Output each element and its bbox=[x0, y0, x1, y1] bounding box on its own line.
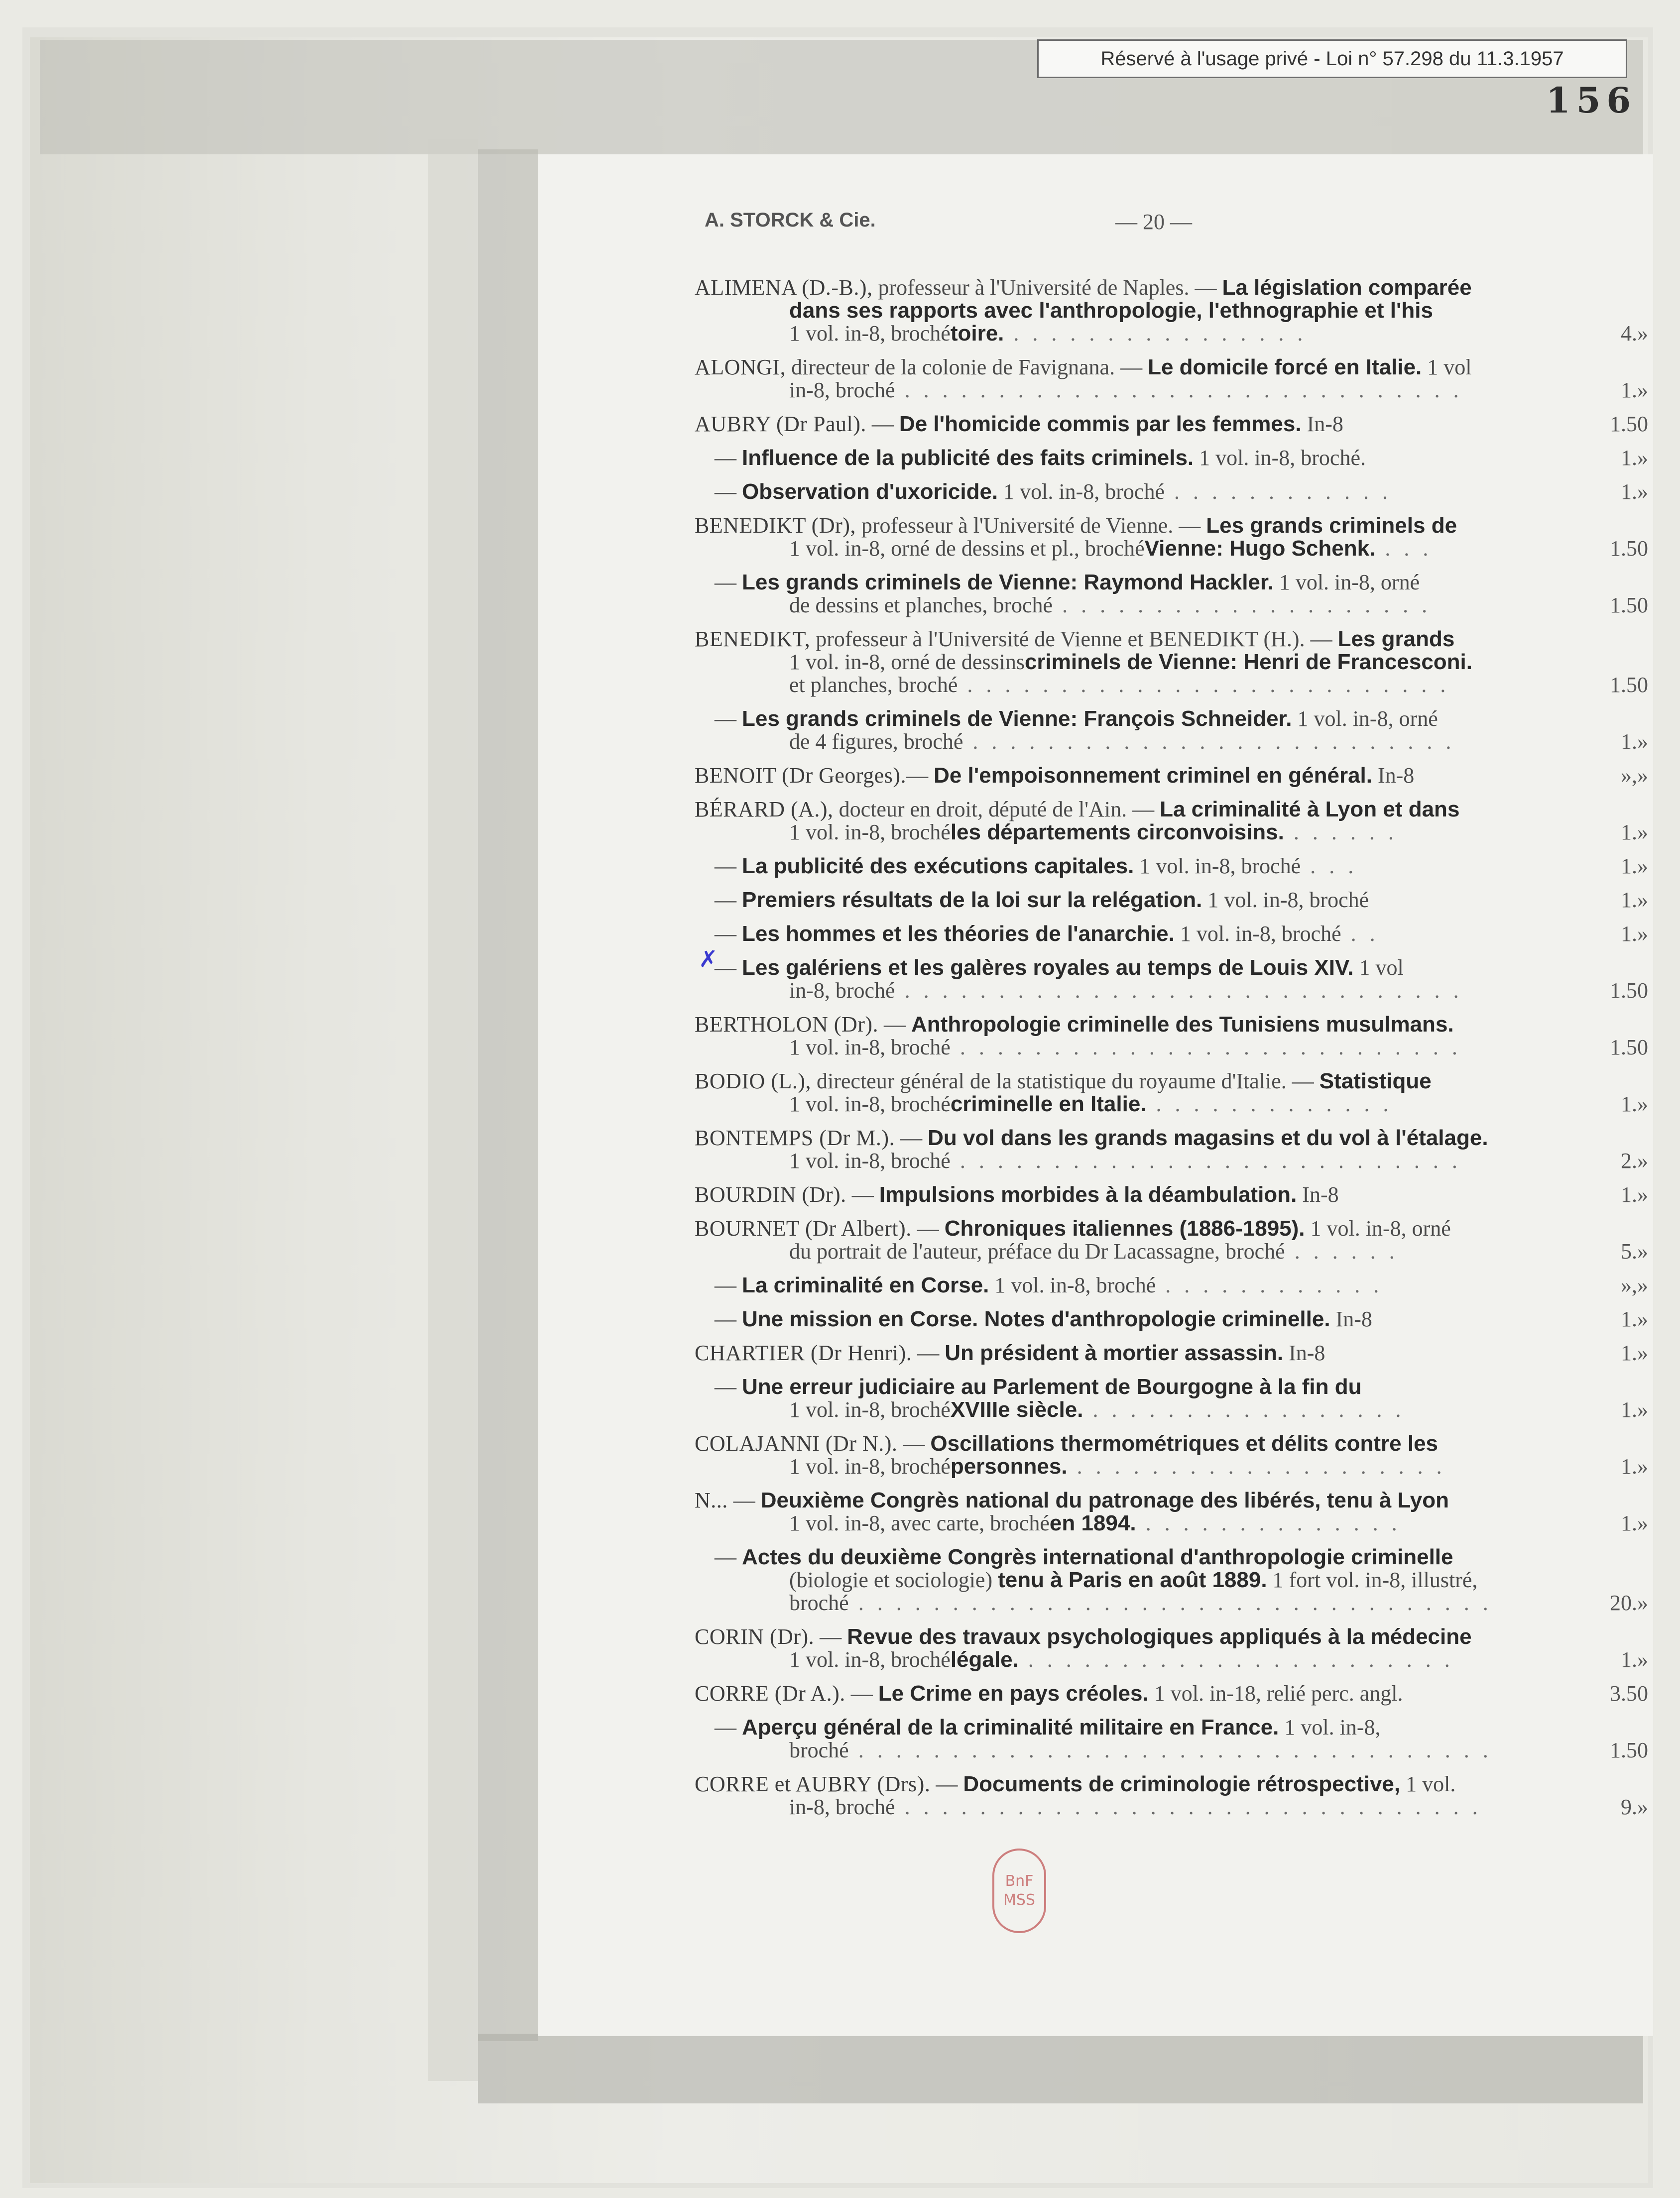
entry-text: — bbox=[814, 1624, 847, 1649]
catalogue-entry bbox=[695, 628, 1651, 696]
entry-text: — bbox=[715, 922, 742, 946]
entry-text: — bbox=[715, 446, 742, 470]
dot-leader: . . . bbox=[1375, 536, 1433, 561]
entry-title: Actes du deuxième Congrès international d'anthropologie criminelle bbox=[742, 1545, 1453, 1569]
catalogue-entry bbox=[695, 764, 1651, 787]
catalogue-entry bbox=[695, 1546, 1651, 1615]
entry-text: — bbox=[866, 412, 899, 436]
entry-line bbox=[695, 1432, 1651, 1455]
entry-title: Un président à mortier assassin. bbox=[945, 1341, 1284, 1365]
entry-text: 1 vol bbox=[1422, 355, 1472, 379]
entry-text: 1 vol. in-8, orné de dessins bbox=[789, 650, 1025, 674]
entry-title: Influence de la publicité des faits criminels. bbox=[742, 446, 1194, 470]
entry-price: 5.» bbox=[1621, 1239, 1648, 1264]
entry-text: 1 vol. in-8, broché bbox=[1174, 922, 1341, 946]
catalogue-entry bbox=[695, 571, 1651, 617]
catalogue-entry bbox=[695, 1183, 1651, 1206]
margin-check-mark: ✗ bbox=[699, 945, 718, 972]
entry-price: 1.50 bbox=[1610, 978, 1648, 1003]
entry-price: 4.» bbox=[1621, 321, 1648, 346]
entry-line bbox=[695, 1625, 1651, 1648]
entry-author: CHARTIER (Dr Henri). bbox=[695, 1341, 912, 1365]
entry-text: — bbox=[912, 1341, 945, 1365]
catalogue-entry bbox=[695, 1489, 1651, 1535]
entry-text: In-8 bbox=[1297, 1182, 1339, 1207]
entry-text: in-8, broché bbox=[789, 978, 895, 1003]
entry-text: — bbox=[897, 1431, 931, 1456]
entry-price: »,» bbox=[1621, 1273, 1648, 1297]
entry-text: 1 fort vol. in-8, illustré, bbox=[1267, 1568, 1478, 1592]
catalogue-entry bbox=[695, 1342, 1651, 1365]
entry-title: tenu à Paris en août 1889. bbox=[998, 1568, 1267, 1592]
entry-title: Les grands criminels de Vienne: François Schneider. bbox=[742, 706, 1292, 731]
entry-text: In-8 bbox=[1372, 763, 1415, 788]
dot-leader: . . . . . . . . . . . . . . . . . . . . . . . . . . bbox=[958, 673, 1450, 697]
entry-line bbox=[695, 1569, 1651, 1592]
entry-text: 1 vol. in-8, broché bbox=[998, 479, 1165, 504]
entry-title: Une erreur judiciaire au Parlement de Bourgogne à la fin du bbox=[742, 1375, 1362, 1399]
entry-text: 1 vol. in-8, bbox=[1279, 1715, 1381, 1739]
entry-text: 1 vol. in-8, broché bbox=[789, 1035, 951, 1059]
entry-line bbox=[695, 855, 1651, 878]
entry-text: (biologie et sociologie) bbox=[789, 1568, 998, 1592]
entry-author: BENOIT (Dr Georges). bbox=[695, 763, 907, 788]
folio-number: 156 bbox=[1546, 80, 1637, 121]
catalogue-entry bbox=[695, 1773, 1651, 1819]
bnf-stamp-line2: MSS bbox=[1003, 1891, 1035, 1909]
entry-price: 1.50 bbox=[1610, 1738, 1648, 1762]
entry-line bbox=[695, 1127, 1651, 1150]
entry-price: 1.» bbox=[1621, 729, 1648, 754]
entry-price: 1.» bbox=[1621, 378, 1648, 402]
entry-price: 1.50 bbox=[1610, 673, 1648, 697]
entry-title: XVIIIe siècle. bbox=[950, 1397, 1083, 1422]
reserved-use-stamp bbox=[1037, 39, 1627, 78]
entry-text: broché bbox=[789, 1738, 849, 1762]
bnf-stamp-line1: BnF bbox=[1005, 1872, 1034, 1890]
entry-line bbox=[695, 356, 1651, 379]
entry-title: De l'empoisonnement criminel en général. bbox=[934, 763, 1372, 788]
entry-text: 1 vol. bbox=[1400, 1772, 1456, 1796]
entry-author: BOURDIN (Dr). bbox=[695, 1182, 846, 1207]
entry-text: — bbox=[715, 955, 742, 980]
dot-leader: . . . bbox=[1301, 854, 1358, 878]
book-gutter-shadow bbox=[478, 149, 538, 2041]
entry-line bbox=[695, 628, 1651, 651]
entry-text: — bbox=[906, 763, 934, 788]
dot-leader: . . . . . . . . . . . . . . . . . . . . . . . . . . . bbox=[950, 1149, 1461, 1173]
entry-text: 1 vol. in-8, orné bbox=[1273, 570, 1420, 594]
entry-author: ALIMENA (D.-B.), bbox=[695, 275, 873, 300]
entry-title: Les grands criminels de bbox=[1206, 513, 1457, 538]
catalogue-entries bbox=[695, 276, 1651, 1830]
dot-leader: . . bbox=[1341, 922, 1379, 946]
entry-line bbox=[695, 537, 1651, 560]
entry-text: — bbox=[715, 1273, 742, 1297]
catalogue-entry bbox=[695, 956, 1651, 1002]
entry-price: »,» bbox=[1621, 763, 1648, 788]
catalogue-entry bbox=[695, 1274, 1651, 1297]
entry-line bbox=[695, 1739, 1651, 1762]
entry-title: La publicité des exécutions capitales. bbox=[742, 854, 1134, 878]
entry-line bbox=[695, 798, 1651, 821]
entry-line bbox=[695, 1455, 1651, 1478]
entry-title: Le domicile forcé en Italie. bbox=[1148, 355, 1422, 379]
entry-text: — bbox=[895, 1126, 928, 1150]
entry-text: 1 vol. in-8, broché bbox=[789, 1397, 951, 1422]
entry-author: BOURNET (Dr Albert). bbox=[695, 1216, 912, 1241]
entry-title: Le Crime en pays créoles. bbox=[878, 1681, 1149, 1706]
entry-line bbox=[695, 1308, 1651, 1331]
entry-price: 3.50 bbox=[1610, 1681, 1648, 1706]
entry-line bbox=[695, 1217, 1651, 1240]
entry-price: 1.50 bbox=[1610, 593, 1648, 617]
entry-price: 1.50 bbox=[1610, 1035, 1648, 1059]
entry-text: 1 vol. in-8, broché bbox=[1134, 854, 1301, 878]
entry-line bbox=[695, 1592, 1651, 1615]
entry-text: professeur à l'Université de Vienne et BENEDIKT (H.). — bbox=[810, 627, 1338, 651]
entry-line bbox=[695, 1376, 1651, 1398]
entry-line bbox=[695, 1093, 1651, 1116]
catalogue-entry bbox=[695, 798, 1651, 844]
entry-price: 1.» bbox=[1621, 1454, 1648, 1479]
entry-title: De l'homicide commis par les femmes. bbox=[899, 412, 1302, 436]
dot-leader: . . . . . . . . . . . . bbox=[1164, 479, 1392, 504]
entry-price: 1.» bbox=[1621, 1092, 1648, 1116]
entry-title: Documents de criminologie rétrospective, bbox=[963, 1772, 1401, 1796]
entry-line bbox=[695, 379, 1651, 402]
entry-text: In-8 bbox=[1330, 1307, 1372, 1331]
entry-text: 1 vol. in-8, broché bbox=[789, 1647, 951, 1672]
entry-text: — bbox=[845, 1681, 878, 1706]
entry-line bbox=[695, 571, 1651, 594]
entry-text: de dessins et planches, broché bbox=[789, 593, 1053, 617]
entry-price: 1.» bbox=[1621, 1511, 1648, 1535]
entry-line bbox=[695, 1716, 1651, 1739]
entry-title: dans ses rapports avec l'anthropologie, l'ethnographie et l'his bbox=[789, 298, 1433, 323]
entry-text: — bbox=[715, 1375, 742, 1399]
entry-title: Deuxième Congrès national du patronage des libérés, tenu à Lyon bbox=[760, 1488, 1449, 1512]
catalogue-entry bbox=[695, 447, 1651, 469]
entry-text: — bbox=[911, 1216, 945, 1241]
entry-line bbox=[695, 889, 1651, 912]
entry-text: — bbox=[715, 479, 742, 504]
entry-author: COLAJANNI (Dr N.). bbox=[695, 1431, 898, 1456]
dot-leader: . . . . . . . . . . . . . . . . . . . . bbox=[1053, 593, 1432, 617]
entry-line bbox=[695, 276, 1651, 299]
entry-text: in-8, broché bbox=[789, 378, 895, 402]
entry-text: — bbox=[878, 1012, 912, 1037]
entry-author: BODIO (L.), bbox=[695, 1069, 812, 1093]
entry-price: 1.» bbox=[1621, 1397, 1648, 1422]
entry-text: 1 vol. in-8, avec carte, broché bbox=[789, 1511, 1050, 1535]
entry-text: — bbox=[715, 1307, 742, 1331]
entry-price: 1.» bbox=[1621, 820, 1648, 844]
entry-text: de 4 figures, broché bbox=[789, 729, 963, 754]
entry-title: Premiers résultats de la loi sur la relégation. bbox=[742, 888, 1202, 912]
entry-author: BENEDIKT, bbox=[695, 627, 811, 651]
entry-title: Revue des travaux psychologiques appliqués à la médecine bbox=[847, 1624, 1472, 1649]
entry-author: CORRE et AUBRY (Drs). bbox=[695, 1772, 931, 1796]
dot-leader: . . . . . . bbox=[1284, 820, 1398, 844]
dot-leader: . . . . . . . . . . . . . . . . . . . . . . . . . . . . . . bbox=[895, 978, 1463, 1003]
entry-text: — bbox=[846, 1182, 879, 1207]
catalogue-entry bbox=[695, 923, 1651, 945]
entry-author: BERTHOLON (Dr). bbox=[695, 1012, 879, 1037]
entry-line bbox=[695, 1070, 1651, 1093]
catalogue-entry bbox=[695, 1070, 1651, 1116]
entry-price: 1.» bbox=[1621, 1647, 1648, 1672]
entry-author: CORIN (Dr). bbox=[695, 1624, 815, 1649]
entry-text: 1 vol. in-8, broché bbox=[789, 1454, 951, 1479]
entry-line bbox=[695, 299, 1651, 322]
catalogue-entry bbox=[695, 413, 1651, 436]
catalogue-entry bbox=[695, 276, 1651, 345]
entry-price: 1.» bbox=[1621, 922, 1648, 946]
entry-text: 1 vol. in-8, broché bbox=[789, 321, 951, 346]
entry-text: directeur de la colonie de Favignana. — bbox=[786, 355, 1148, 379]
publisher-header: A. STORCK & Cie. bbox=[705, 209, 876, 231]
catalogue-entry bbox=[695, 707, 1651, 753]
entry-price: 2.» bbox=[1621, 1149, 1648, 1173]
entry-title: La criminalité en Corse. bbox=[742, 1273, 989, 1297]
entry-text: 1 vol. in-8, orné bbox=[1292, 706, 1438, 731]
entry-line bbox=[695, 1240, 1651, 1263]
entry-text: 1 vol. in-8, broché bbox=[789, 820, 951, 844]
page-number-header: — 20 — bbox=[1115, 210, 1192, 234]
reserved-use-text: Réservé à l'usage privé - Loi n° 57.298 du 11.3.1957 bbox=[1100, 47, 1564, 70]
entry-title: criminels de Vienne: Henri de Francesconi. bbox=[1024, 650, 1472, 674]
entry-line bbox=[695, 1489, 1651, 1512]
catalogue-entry bbox=[695, 855, 1651, 878]
dot-leader: . . . . . . . . . . . . . . . . . . . . . . . . . . . . . . . bbox=[895, 1795, 1482, 1819]
entry-text: — bbox=[930, 1772, 963, 1796]
entry-text: directeur général de la statistique du royaume d'Italie. — bbox=[811, 1069, 1320, 1093]
entry-text: et planches, broché bbox=[789, 673, 958, 697]
entry-line bbox=[695, 1546, 1651, 1569]
entry-title: Les hommes et les théories de l'anarchie. bbox=[742, 922, 1175, 946]
entry-text: — bbox=[715, 706, 742, 731]
entry-line bbox=[695, 480, 1651, 503]
entry-text: In-8 bbox=[1301, 412, 1343, 436]
entry-line bbox=[695, 1036, 1651, 1059]
entry-text: professeur à l'Université de Naples. — bbox=[872, 275, 1222, 300]
entry-line bbox=[695, 1796, 1651, 1819]
entry-text: — bbox=[715, 1715, 742, 1739]
entry-line bbox=[695, 1648, 1651, 1671]
entry-text: 1 vol. in-8, broché bbox=[789, 1149, 951, 1173]
entry-price: 1.50 bbox=[1610, 536, 1648, 561]
entry-price: 1.» bbox=[1621, 479, 1648, 504]
entry-text: 1 vol. in-8, broché bbox=[1202, 888, 1369, 912]
entry-text: 1 vol. in-8, broché bbox=[989, 1273, 1156, 1297]
entry-line bbox=[695, 514, 1651, 537]
entry-line bbox=[695, 651, 1651, 674]
entry-author: CORRE (Dr A.). bbox=[695, 1681, 845, 1706]
catalogue-entry bbox=[695, 1127, 1651, 1172]
entry-title: personnes. bbox=[950, 1454, 1068, 1479]
entry-text: broché bbox=[789, 1591, 849, 1615]
entry-text: — bbox=[715, 854, 742, 878]
entry-line bbox=[695, 1682, 1651, 1705]
entry-text: — bbox=[727, 1488, 761, 1512]
entry-line bbox=[695, 956, 1651, 979]
entry-author: BONTEMPS (Dr M.). bbox=[695, 1126, 895, 1150]
entry-line bbox=[695, 979, 1651, 1002]
entry-title: Chroniques italiennes (1886-1895). bbox=[944, 1216, 1305, 1241]
entry-price: 1.» bbox=[1621, 888, 1648, 912]
entry-author: BÉRARD (A.), bbox=[695, 797, 834, 821]
entry-title: La criminalité à Lyon et dans bbox=[1160, 797, 1460, 821]
entry-title: légale. bbox=[950, 1647, 1019, 1672]
bnf-library-stamp bbox=[992, 1849, 1046, 1933]
entry-price: 1.» bbox=[1621, 1307, 1648, 1331]
catalogue-entry bbox=[695, 1432, 1651, 1478]
entry-author: BENEDIKT (Dr), bbox=[695, 513, 856, 538]
entry-line bbox=[695, 322, 1651, 345]
entry-text: 1 vol. in-8, broché bbox=[789, 1092, 951, 1116]
entry-line bbox=[695, 821, 1651, 844]
catalogue-entry bbox=[695, 1013, 1651, 1059]
entry-line bbox=[695, 1183, 1651, 1206]
dot-leader: . . . . . . . . . . . . . bbox=[1146, 1092, 1393, 1116]
catalogue-entry bbox=[695, 1682, 1651, 1705]
entry-price: 1.» bbox=[1621, 446, 1648, 470]
entry-text: 1 vol. in-8, orné de dessins et pl., broché bbox=[789, 536, 1145, 561]
entry-title: Une mission en Corse. Notes d'anthropologie criminelle. bbox=[742, 1307, 1330, 1331]
entry-title: les départements circonvoisins. bbox=[950, 820, 1284, 844]
entry-line bbox=[695, 1150, 1651, 1172]
dot-leader: . . . . . . . . . . . . . . . . . . . . . . . . . . . . . . bbox=[895, 378, 1463, 402]
entry-line bbox=[695, 1274, 1651, 1297]
entry-text: 1 vol. in-18, relié perc. angl. bbox=[1148, 1681, 1403, 1706]
entry-line bbox=[695, 707, 1651, 730]
scan-shadow-left-outer bbox=[428, 139, 478, 2081]
entry-text: 1 vol bbox=[1353, 955, 1404, 980]
entry-author: AUBRY (Dr Paul). bbox=[695, 412, 866, 436]
entry-line bbox=[695, 1342, 1651, 1365]
catalogue-entry bbox=[695, 1376, 1651, 1421]
entry-line bbox=[695, 674, 1651, 696]
dot-leader: . . . . . . . . . . . . . . bbox=[1136, 1511, 1401, 1535]
entry-line bbox=[695, 594, 1651, 617]
dot-leader: . . . . . . . . . . . . . . . . . . . . . . . . . . . . . . . . . . bbox=[848, 1591, 1492, 1615]
entry-text: professeur à l'Université de Vienne. — bbox=[855, 513, 1206, 538]
dot-leader: . . . . . . . . . . . . . . . . bbox=[1004, 321, 1307, 346]
entry-text: 1 vol. in-8, orné bbox=[1305, 1216, 1451, 1241]
entry-price: 1.» bbox=[1621, 1182, 1648, 1207]
entry-title: Les grands criminels de Vienne: Raymond Hackler. bbox=[742, 570, 1274, 594]
dot-leader: . . . . . . . . . . . . . . . . . . . . . . . . . . bbox=[963, 729, 1455, 754]
entry-title: Les galériens et les galères royales au temps de Louis XIV. bbox=[742, 955, 1354, 980]
entry-author: N... bbox=[695, 1488, 728, 1512]
entry-title: Observation d'uxoricide. bbox=[742, 479, 998, 504]
entry-price: 1.» bbox=[1621, 854, 1648, 878]
entry-line bbox=[695, 923, 1651, 945]
dot-leader: . . . . . . . . . . . . . . . . . . . . . . . . . . . . . . . . . . bbox=[848, 1738, 1492, 1762]
entry-line bbox=[695, 413, 1651, 436]
entry-text: 1 vol. in-8, broché. bbox=[1194, 446, 1366, 470]
entry-title: Anthropologie criminelle des Tunisiens musulmans. bbox=[911, 1012, 1454, 1037]
catalogue-entry bbox=[695, 1217, 1651, 1263]
catalogue-entry bbox=[695, 889, 1651, 912]
entry-title: toire. bbox=[950, 321, 1004, 346]
dot-leader: . . . . . . . . . . . . . . . . . . . . . . . bbox=[1018, 1647, 1454, 1672]
entry-line bbox=[695, 730, 1651, 753]
entry-author: ALONGI, bbox=[695, 355, 786, 379]
entry-line bbox=[695, 1013, 1651, 1036]
catalogue-entry bbox=[695, 514, 1651, 560]
entry-line bbox=[695, 1512, 1651, 1535]
entry-title: Les grands bbox=[1337, 627, 1455, 651]
entry-text: du portrait de l'auteur, préface du Dr Lacassagne, broché bbox=[789, 1239, 1285, 1264]
entry-text: In-8 bbox=[1283, 1341, 1325, 1365]
entry-line bbox=[695, 764, 1651, 787]
dot-leader: . . . . . . . . . . . . . . . . . bbox=[1083, 1397, 1405, 1422]
catalogue-entry bbox=[695, 480, 1651, 503]
entry-text: — bbox=[715, 1545, 742, 1569]
entry-text: — bbox=[715, 888, 742, 912]
entry-price: 9.» bbox=[1621, 1795, 1648, 1819]
catalogue-entry bbox=[695, 1716, 1651, 1762]
entry-text: in-8, broché bbox=[789, 1795, 895, 1819]
entry-text: docteur en droit, député de l'Ain. — bbox=[833, 797, 1160, 821]
entry-line bbox=[695, 1398, 1651, 1421]
entry-line bbox=[695, 447, 1651, 469]
entry-title: La législation comparée bbox=[1222, 275, 1472, 300]
dot-leader: . . . . . . bbox=[1285, 1239, 1399, 1264]
catalogue-entry bbox=[695, 356, 1651, 402]
dot-leader: . . . . . . . . . . . . bbox=[1156, 1273, 1383, 1297]
dot-leader: . . . . . . . . . . . . . . . . . . . . bbox=[1067, 1454, 1446, 1479]
entry-price: 20.» bbox=[1610, 1591, 1648, 1615]
entry-line bbox=[695, 1773, 1651, 1796]
entry-title: criminelle en Italie. bbox=[950, 1092, 1147, 1116]
entry-title: Oscillations thermométriques et délits contre les bbox=[930, 1431, 1439, 1456]
entry-title: Statistique bbox=[1319, 1069, 1432, 1093]
entry-title: Impulsions morbides à la déambulation. bbox=[879, 1182, 1297, 1207]
entry-title: Vienne: Hugo Schenk. bbox=[1144, 536, 1376, 561]
entry-price: 1.50 bbox=[1610, 412, 1648, 436]
entry-text: — bbox=[715, 570, 742, 594]
entry-title: Du vol dans les grands magasins et du vol à l'étalage. bbox=[928, 1126, 1488, 1150]
entry-title: en 1894. bbox=[1049, 1511, 1136, 1535]
entry-title: Aperçu général de la criminalité militaire en France. bbox=[742, 1715, 1279, 1739]
entry-price: 1.» bbox=[1621, 1341, 1648, 1365]
catalogue-entry bbox=[695, 1308, 1651, 1331]
scan-shadow-bottom bbox=[478, 2034, 1643, 2103]
catalogue-entry bbox=[695, 1625, 1651, 1671]
dot-leader: . . . . . . . . . . . . . . . . . . . . . . . . . . . bbox=[950, 1035, 1461, 1059]
